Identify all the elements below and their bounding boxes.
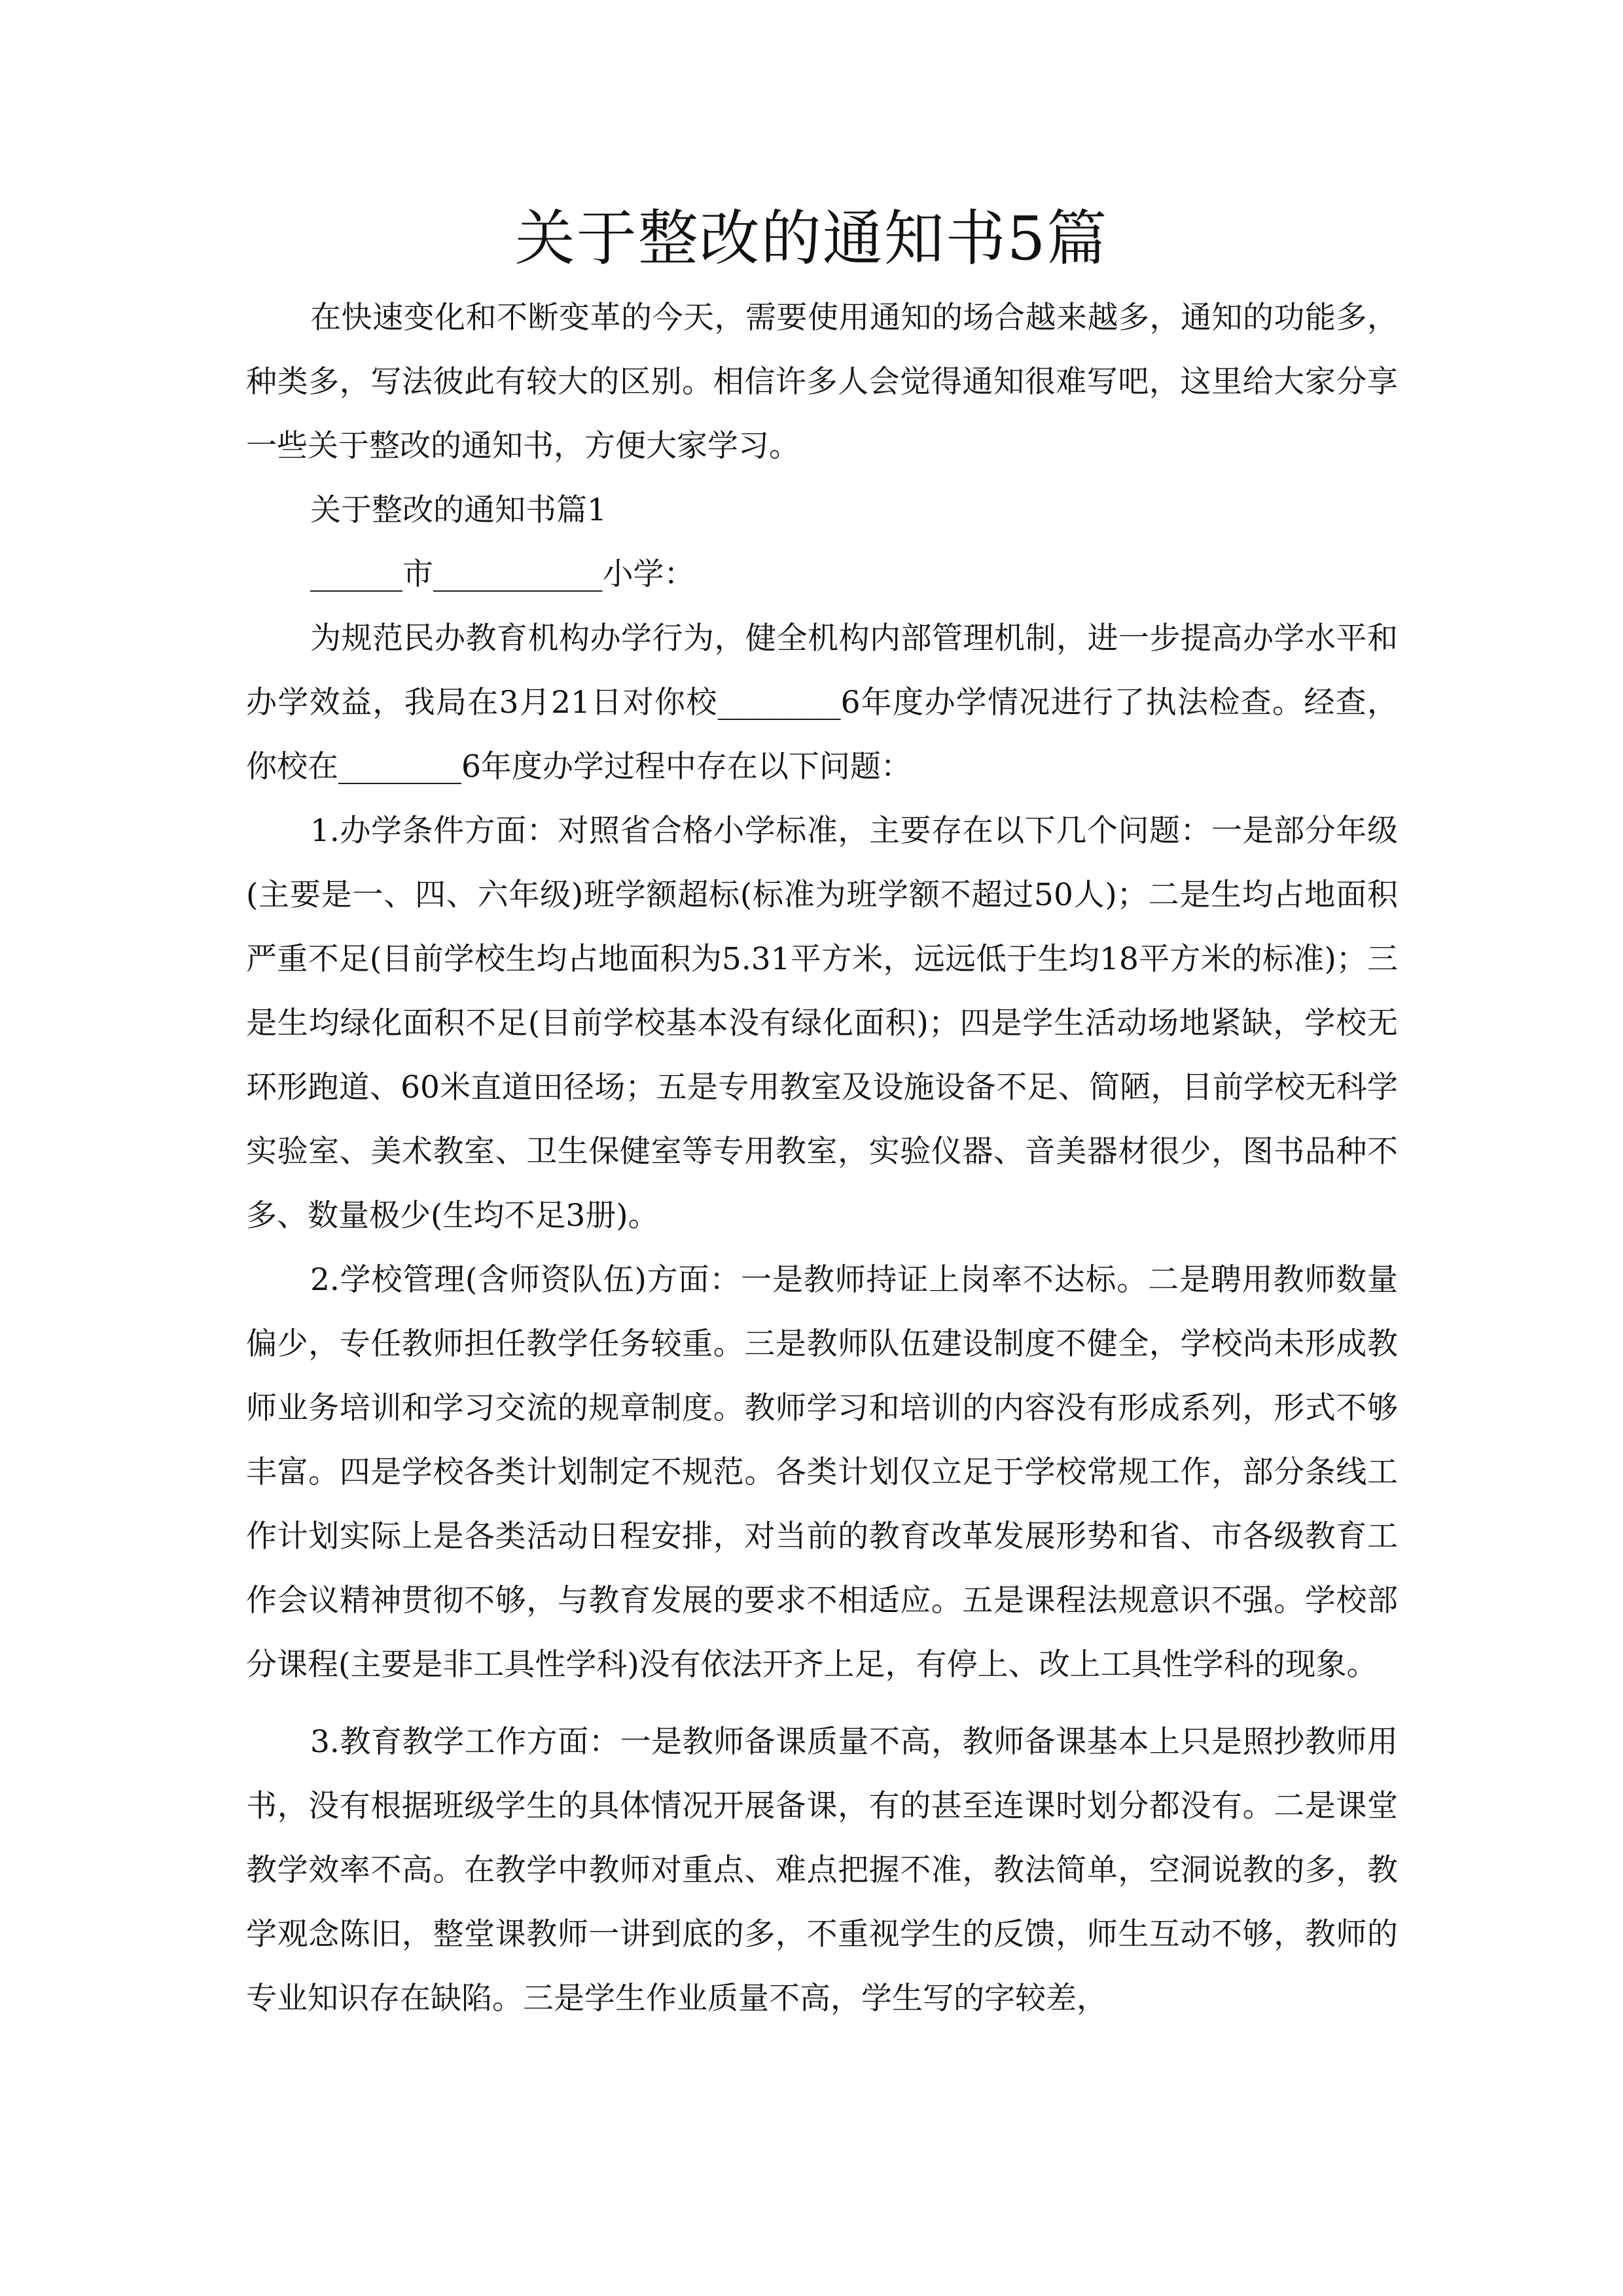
salutation: ______市___________小学： <box>310 556 695 592</box>
body-paragraph: 3.教育教学工作方面：一是教师备课质量不高，教师备课基本上只是照抄教师用书，没有根据班级学生的具体情况开展备课，有的甚至连课时划分都没有。二是课堂教学效率不高。在教学中教师对重点、难点把握不准，教法简单，空洞说教的多，教学观念陈旧，整堂课教师一讲到底的多，不重视学生的反馈，师生互动不够，教师的专业知识存在缺陷。三是学生作业质量不高，学生写的字较差， <box>246 1724 1398 2017</box>
body-paragraph: 2.学校管理(含师资队伍)方面：一是教师持证上岗率不达标。二是聘用教师数量偏少，专任教师担任教学任务较重。三是教师队伍建设制度不健全，学校尚未形成教师业务培训和学习交流的规章制度。教师学习和培训的内容没有形成系列，形式不够丰富。四是学校各类计划制定不规范。各类计划仅立足于学校常规工作，部分条线工作计划实际上是各类活动日程安排，对当前的教育改革发展形势和省、市各级教育工作会议精神贯彻不够，与教育发展的要求不相适应。五是课程法规意识不强。学校部分课程(主要是非工具性学科)没有依法开齐上足，有停上、改上工具性学科的现象。 <box>246 1262 1398 1683</box>
body-paragraph: 1.办学条件方面：对照省合格小学标准，主要存在以下几个问题：一是部分年级(主要是一、四、六年级)班学额超标(标准为班学额不超过50人)；二是生均占地面积严重不足(目前学校生均占地面积为5.31平方米，远远低于生均18平方米的标准)；三是生均绿化面积不足(目前学校基本没有绿化面积)；四是学生活动场地紧缺，学校无环形跑道、60米直道田径场；五是专用教室及设施设备不足、简陋，目前学校无科学实验室、美术教室、卫生保健室等专用教室，实验仪器、音美器材很少，图书品种不多、数量极少(生均不足3册)。 <box>246 813 1398 1234</box>
body-paragraph: 为规范民办教育机构办学行为，健全机构内部管理机制，进一步提高办学水平和办学效益，我局在3月21日对你校________6年度办学情况进行了执法检查。经查，你校在________6年度办学过程中存在以下问题： <box>246 620 1398 785</box>
document-title: 关于整改的通知书5篇 <box>514 204 1109 274</box>
document-body <box>246 286 1398 2031</box>
section-heading: 关于整改的通知书篇1 <box>310 492 607 528</box>
intro-paragraph: 在快速变化和不断变革的今天，需要使用通知的场合越来越多，通知的功能多，种类多，写法彼此有较大的区别。相信许多人会觉得通知很难写吧，这里给大家分享一些关于整改的通知书，方便大家学习。 <box>246 300 1398 464</box>
